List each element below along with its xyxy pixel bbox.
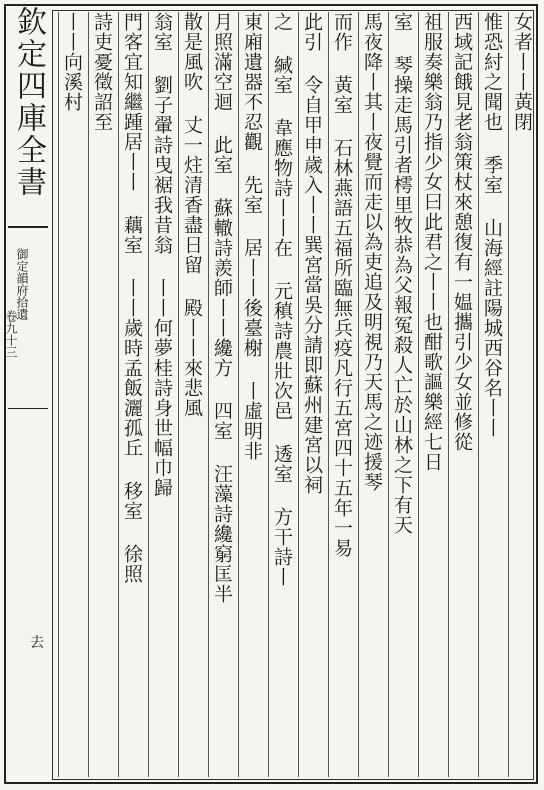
text-column-16: 丨丨向溪村	[58, 12, 87, 777]
text-column-6: 馬夜降丨其丨夜覺而走以為吏追及明視乃天馬之迹援琴	[358, 12, 387, 777]
text-column-11: 月照滿空迴 此室 蘇轍詩羨師丨丨纔方 四室 汪藻詩纔窮匡半	[208, 12, 237, 777]
text-column-9: 之 緘室 韋應物詩丨丨在 元稹詩農壯次邑 透室 方干詩丨	[268, 12, 297, 777]
text-column-15: 詩吏憂徵詔至	[88, 12, 117, 777]
text-column-8: 此引 令自甲申歲入丨丨巽宮當吳分請即蘇州建宮以祠	[298, 12, 327, 777]
margin-volume: 卷九十三	[4, 310, 18, 358]
page-number: 去	[30, 635, 44, 651]
text-column-4: 祖服奏樂翁乃指少女曰此君之丨丨也酣歌謳樂經七日	[418, 12, 447, 777]
text-column-2: 惟恐紂之聞也 季室 山海經註陽城西谷名丨丨	[478, 12, 507, 777]
text-column-10: 東廂遺器不忍觀 先室 居丨丨後臺榭 丨虛明非	[238, 12, 267, 777]
text-column-13: 翁室 劉子翬詩曳裾我昔翁 丨丨何夢桂詩身世幅巾歸	[148, 12, 177, 777]
text-column-1: 女者丨丨黃閉	[508, 12, 537, 777]
text-column-5: 室 琴操走馬引者樗里牧恭為父報冤殺人亡於山林之下有天	[388, 12, 417, 777]
text-column-12: 散是風吹 丈一炷清香盡日留 殿丨丨來悲風	[178, 12, 207, 777]
text-column-3: 西域記餓見老翁策杖來憩復有一媪攜引少女並修從	[448, 12, 477, 777]
book-title-header: 欽定四庫全書	[11, 6, 46, 198]
margin-book-title: 御定韻府拾遺	[15, 248, 29, 320]
text-column-14: 門客宜知繼踵居丨丨 藕室 丨丨歲時孟飯灑孤丘 移室 徐照	[118, 12, 147, 777]
text-column-7: 而作 黃室 石林燕語五福所臨無兵疫凡行五宮四十五年一易	[328, 12, 357, 777]
